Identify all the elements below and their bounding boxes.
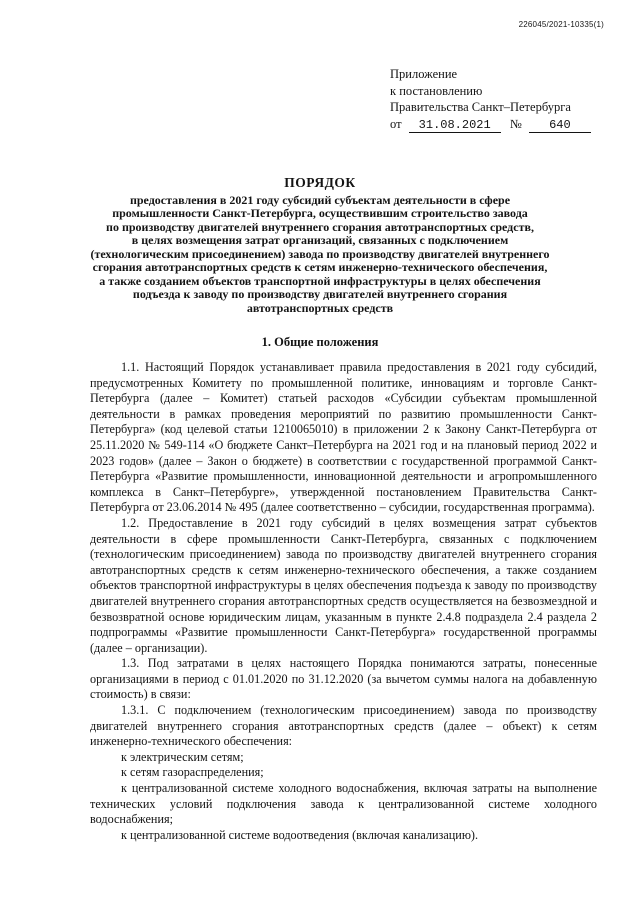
appendix-block	[390, 66, 591, 133]
appendix-date-line	[390, 116, 591, 133]
document-title	[90, 176, 550, 315]
paragraph-1-2: 1.2. Предоставление в 2021 году субсидий в целях возмещения затрат субъектов деятельности в сфере промышленности Санкт-Петербурга, связанных с подключением (технологическим присоединением) завода по производству двигателей внутреннего сгорания автотранспортных средств к сетям инженерно-технического обеспечения, а также созданием объектов транспортной инфраструктуры в целях обеспечения подъезда к заводу по производству двигателей внутреннего сгорания автотранспортных средств осуществляется на безвозмездной и безвозвратной основе юридическим лицам, указанным в пункте 2.4.8 подраздела 2.4 раздела 2 подпрограммы «Развитие промышленности Санкт-Петербурга» государственной программы (далее – организации).	[90, 515, 597, 655]
document-body	[90, 360, 597, 843]
list-item: к централизованной системе холодного водоснабжения, включая затраты на выполнение технических условий подключения завода к централизованной системе холодного водоснабжения;	[90, 781, 597, 827]
title-line: в целях возмещения затрат организаций, связанных с подключением	[131, 233, 509, 247]
document-number: 226045/2021-10335(1)	[518, 20, 604, 29]
appendix-line-3: Правительства Санкт–Петербурга	[390, 100, 571, 114]
title-line: а также созданием объектов транспортной инфраструктуры в целях обеспечения	[99, 273, 541, 288]
list-item: к электрическим сетям;	[121, 749, 244, 764]
section-heading: 1. Общие положения	[261, 335, 379, 349]
resolution-date: 31.08.2021	[409, 119, 501, 133]
appendix-line-2: к постановлению	[390, 83, 483, 98]
title-line: (технологическим присоединением) завода по производству двигателей внутреннего	[90, 246, 550, 261]
from-label: от	[390, 116, 402, 131]
title-line: подъезда к заводу по производству двигателей внутреннего сгорания	[132, 287, 508, 301]
appendix-line-1: Приложение	[390, 67, 458, 81]
number-label: №	[509, 116, 522, 131]
paragraph-1-3-1: 1.3.1. С подключением (технологическим присоединением) завода по производству двигателей внутреннего сгорания автотранспортных средств (далее – объект) к сетям инженерно-технического обеспечения:	[90, 703, 597, 749]
resolution-number: 640	[529, 119, 591, 133]
paragraph-1-1: 1.1. Настоящий Порядок устанавливает правила предоставления в 2021 году субсидий, предусмотренных Комитету по промышленной политике, инновациям и торговле Санкт-Петербурга (далее – Комитет) статьей расходов «Субсидии субъектам промышленной деятельности в рамках проведения мероприятий по развитию промышленности Санкт-Петербурга» (код целевой статьи 1210065010) в приложении 2 к Закону Санкт-Петербурга от 25.11.2020 № 549-114 «О бюджете Санкт–Петербурга на 2021 год и на плановый период 2022 и 2023 годов» (далее – Закон о бюджете) в соответствии с государственной программой Санкт-Петербурга «Развитие промышленности, инновационной деятельности и агропромышленного комплекса в Санкт–Петербурге», утвержденной постановлением Правительства Санкт-Петербурга от 23.06.2014 № 495 (далее соответственно – субсидии, государственная программа).	[90, 360, 597, 515]
title-line: предоставления в 2021 году субсидий субъектам деятельности в сфере	[129, 192, 511, 207]
title-heading: ПОРЯДОК	[284, 175, 356, 190]
paragraph-1-3: 1.3. Под затратами в целях настоящего Порядка понимаются затраты, понесенные организациями в период с 01.01.2020 по 31.12.2020 (за вычетом суммы налога на добавленную стоимость) в связи:	[90, 656, 597, 702]
list-item: к сетям газораспределения;	[121, 765, 264, 780]
list-item: к централизованной системе водоотведения (включая канализацию).	[121, 827, 479, 842]
title-line: сгорания автотранспортных средств к сетям инженерно-технического обеспечения,	[92, 260, 548, 274]
title-line: промышленности Санкт-Петербурга, осуществившим строительство завода	[112, 206, 528, 220]
title-line: по производству двигателей внутреннего сгорания автотранспортных средств,	[106, 219, 534, 234]
title-line: автотранспортных средств	[246, 300, 394, 315]
